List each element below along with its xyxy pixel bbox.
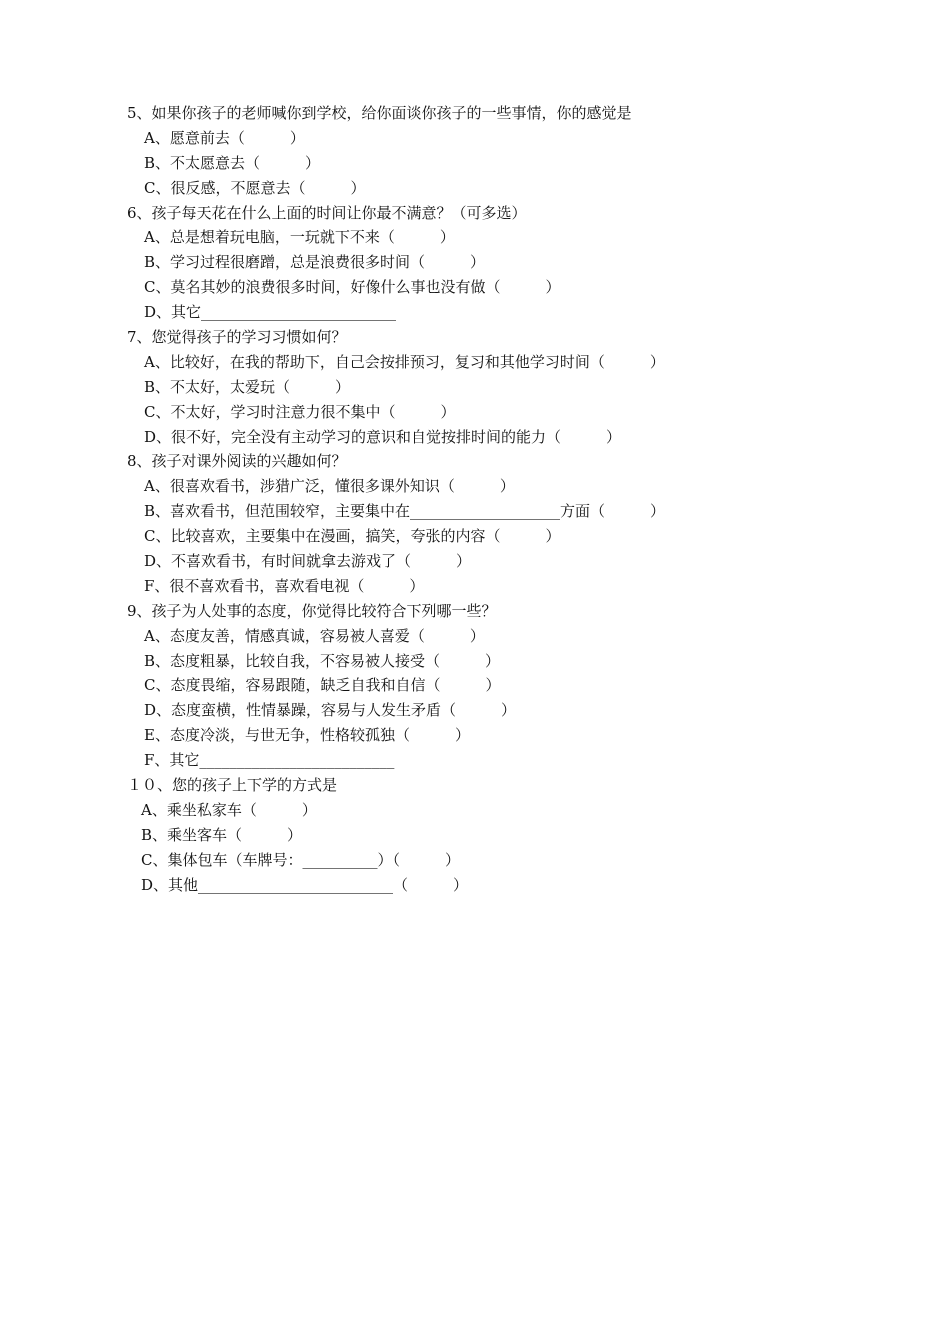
question-10 (127, 773, 827, 897)
question-8 (127, 449, 827, 598)
option-b: B、学习过程很磨蹭，总是浪费很多时间（ ） (144, 253, 486, 272)
question-9 (127, 599, 827, 773)
option-b: B、不太愿意去（ ） (144, 153, 321, 172)
option-f: F、很不喜欢看书，喜欢看电视（ ） (144, 576, 425, 595)
option-c: C、集体包车（车牌号：__________）（ ） (141, 850, 460, 869)
option-c: C、态度畏缩，容易跟随，缺乏自我和自信（ ） (144, 676, 501, 695)
question-text: １０、您的孩子上下学的方式是 (127, 776, 338, 795)
option-d: D、态度蛮横，性情暴躁，容易与人发生矛盾（ ） (144, 701, 517, 720)
question-text: 9、孩子为人处事的态度，你觉得比较符合下列哪一些？ (127, 601, 497, 620)
question-6 (127, 201, 827, 325)
option-c: C、比较喜欢，主要集中在漫画，搞笑，夸张的内容（ ） (144, 527, 561, 546)
question-7 (127, 325, 827, 449)
question-text: 6、孩子每天花在什么上面的时间让你最不满意？（可多选） (127, 203, 527, 222)
question-5 (127, 101, 827, 201)
option-a: A、乘坐私家车（ ） (141, 800, 317, 819)
option-b: B、不太好，太爱玩（ ） (144, 377, 351, 396)
option-d: D、其它__________________________ (144, 303, 397, 322)
option-a: A、态度友善，情感真诚，容易被人喜爱（ ） (144, 626, 485, 645)
option-c: C、莫名其妙的浪费很多时间，好像什么事也没有做（ ） (144, 278, 561, 297)
option-a: A、很喜欢看书，涉猎广泛，懂很多课外知识（ ） (144, 477, 515, 496)
option-a: A、比较好，在我的帮助下，自己会按排预习，复习和其他学习时间（ ） (144, 352, 665, 371)
option-c: C、不太好，学习时注意力很不集中（ ） (144, 402, 456, 421)
questionnaire (127, 101, 827, 898)
option-a: A、愿意前去（ ） (144, 128, 305, 147)
option-c: C、很反感，不愿意去（ ） (144, 178, 366, 197)
option-d: D、其他__________________________（ ） (141, 875, 469, 894)
option-e: E、态度冷淡，与世无争，性格较孤独（ ） (144, 726, 470, 745)
option-d: D、很不好，完全没有主动学习的意识和自觉按排时间的能力（ ） (144, 427, 622, 446)
option-f: F、其它__________________________ (144, 751, 395, 770)
question-text: 5、如果你孩子的老师喊你到学校，给你面谈你孩子的一些事情，你的感觉是 (127, 104, 632, 122)
option-a: A、总是想着玩电脑，一玩就下不来（ ） (144, 228, 455, 247)
option-d: D、不喜欢看书，有时间就拿去游戏了（ ） (144, 552, 472, 571)
question-text: 8、孩子对课外阅读的兴趣如何？ (127, 452, 347, 471)
option-b: B、态度粗暴，比较自我，不容易被人接受（ ） (144, 651, 501, 670)
question-text: 7、您觉得孩子的学习习惯如何？ (127, 328, 347, 347)
option-b: B、喜欢看书，但范围较窄，主要集中在____________________方面（ ） (144, 502, 666, 521)
option-b: B、乘坐客车（ ） (141, 825, 303, 844)
